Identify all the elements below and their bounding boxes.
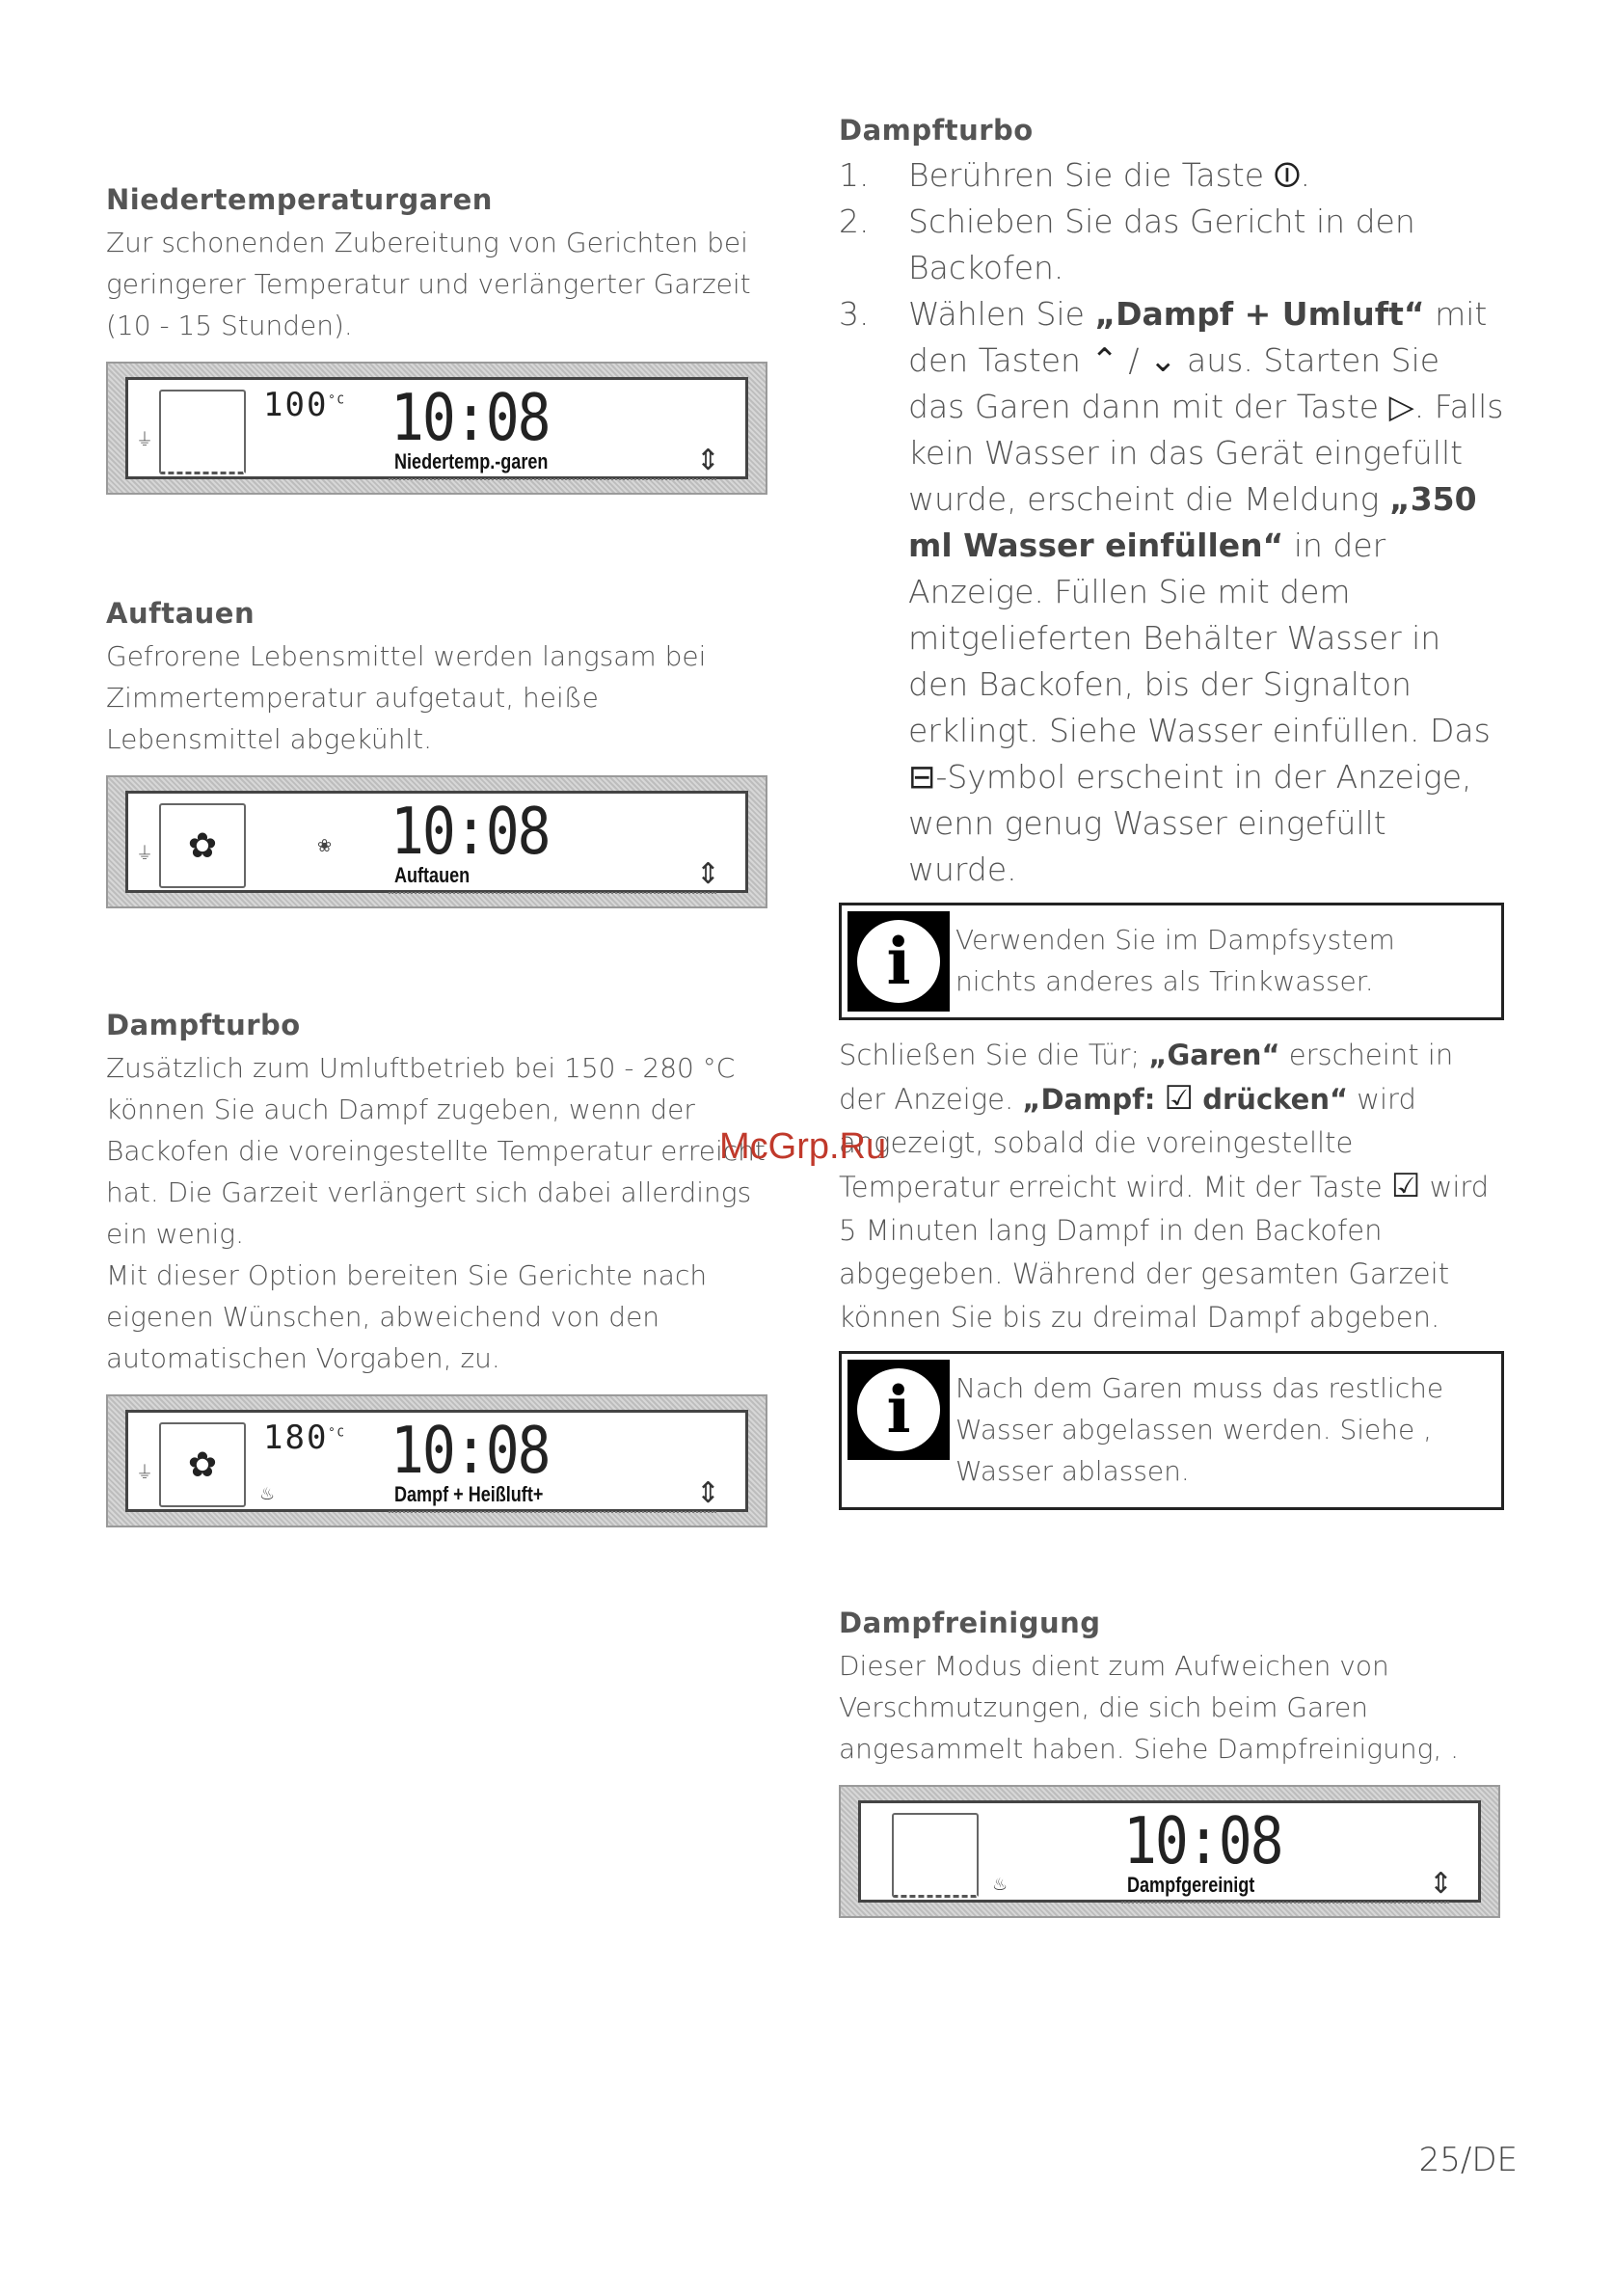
section-dampfturbo [106,1009,771,1527]
info-box [839,903,1504,1020]
up-down-arrow-icon: ⇕ [1428,1867,1453,1901]
oven-display-panel [106,1394,767,1527]
clock-readout: 10:08 [390,794,550,870]
section-text: Mit dieser Option bereiten Sie Gerichte nach eigenen Wünschen, abweichend von den automatischen Vorgaben, zu. [106,1259,708,1374]
fan-icon: ✿ [159,1422,246,1507]
clock-readout: 10:08 [390,380,550,456]
checkbox-icon: ☑ [1164,1079,1195,1118]
display-screen [858,1800,1481,1903]
page-number: 25/DE [1418,2141,1518,2179]
up-down-arrow-icon: ⇕ [695,444,720,477]
info-icon: i [847,911,950,1012]
list-item: 3. Wählen Sie „Dampf + Umluft“ mit den Tasten ⌃ / ⌄ aus. Starten Sie das Garen dann mit der Taste ▷. Falls kein Wasser in das Gerät eingefüllt wurde, erscheint die Meldung „350 ml Wasser einfüllen“ in der Anzeige. Füllen Sie mit dem mitgelieferten Behälter Wasser in den Backofen, bis der Signalton erklingt. Siehe Wasser einfüllen. Das ⊟-Symbol erscheint in der Anzeige, wenn genug Wasser eingefüllt wurde. [839,295,1504,888]
mode-label: Auftauen [394,863,471,887]
up-down-arrow-icon: ⇕ [695,1476,720,1510]
display-screen [125,377,748,479]
info-box [839,1351,1504,1510]
defrost-icon: ❀ [317,836,333,856]
steam-icon: ♨ [259,1484,276,1504]
up-down-arrow-icon: ⇕ [695,857,720,891]
chevron-up-icon: ⌃ [1090,341,1118,380]
clock-readout: 10:08 [1123,1803,1282,1879]
oven-display-panel [106,362,767,495]
fan-icon: ✿ [159,803,246,888]
list-item: 1. Berühren Sie die Taste ⏼. [839,152,1504,199]
oven-display-panel [106,775,767,908]
mode-label: Niedertemp.-garen [394,449,549,473]
mode-label: Dampf + Heißluft+ [394,1482,544,1506]
section-text: Zusätzlich zum Umluftbetrieb bei 150 - 280 °C können Sie auch Dampf zugeben, wenn der Backofen die voreingestellte Temperatur erreicht hat. Die Garzeit verlängert sich dabei allerdings ein wenig. [106,1052,766,1250]
section-heading: Dampfturbo [839,114,1034,147]
water-tank-icon: ⊟ [908,758,936,797]
temperature-readout: $100^{^\circ C}$ [263,386,346,424]
section-heading: Auftauen [106,597,256,630]
dotted-line [389,478,716,480]
list-item: 2. Schieben Sie das Gericht in den Backofen. [839,203,1415,286]
section-heading: Dampfreinigung [839,1607,1101,1639]
dotted-line [1121,1902,1449,1904]
mode-label: Dampfgereinigt [1127,1873,1255,1897]
right-column [839,114,1504,1918]
section-heading: Niedertemperaturgaren [106,183,493,216]
timer-icon: ⏚ [136,844,153,864]
clock-readout: 10:08 [390,1413,550,1489]
temperature-readout: $180^{^\circ C}$ [263,1418,346,1457]
info-text: Verwenden Sie im Dampfsystem nichts anderes als Trinkwasser. [955,924,1395,997]
section-heading: Dampfturbo [106,1009,301,1041]
play-icon: ▷ [1388,388,1414,426]
paragraph: Schließen Sie die Tür; „Garen“ erscheint in der Anzeige. „Dampf: ☑ drücken“ wird angezeigt, sobald die voreingestellte Temperatur erreicht wird. Mit der Taste ☑ wird 5 Minuten lang Dampf in den Backofen abgegeben. Während der gesamten Garzeit können Sie bis zu dreimal Dampf abgeben. [839,1039,1490,1334]
checkbox-icon: ☑ [1390,1167,1421,1205]
info-icon: i [847,1360,950,1460]
dotted-line [389,1511,716,1513]
power-icon: ⏼ [1274,156,1301,195]
section-niedertemperaturgaren [106,183,771,495]
oven-display-panel [839,1785,1500,1918]
timer-icon: ⏚ [136,1463,153,1483]
section-text: Dieser Modus dient zum Aufweichen von Verschmutzungen, die sich beim Garen angesammelt haben. Siehe Dampfreinigung, . [839,1650,1460,1765]
left-column [106,183,771,1527]
display-screen [125,1410,748,1512]
chevron-down-icon: ⌄ [1149,341,1177,380]
oven-cavity-icon [159,390,246,474]
steam-icon: ♨ [992,1875,1009,1895]
steps-list [839,152,1504,893]
display-screen [125,791,748,893]
section-dampfreinigung [839,1607,1504,1918]
info-text: Nach dem Garen muss das restliche Wasser abgelassen werden. Siehe , Wasser ablassen. [955,1372,1444,1487]
dotted-line [389,892,716,894]
section-text: Zur schonenden Zubereitung von Gerichten bei geringerer Temperatur und verlängerter Garzeit (10 - 15 Stunden). [106,227,751,341]
section-text: Gefrorene Lebensmittel werden langsam bei Zimmertemperatur aufgetaut, heiße Lebensmittel abgekühlt. [106,640,707,755]
watermark: McGrp.Ru [719,1126,887,1167]
timer-icon: ⏚ [136,430,153,450]
oven-cavity-icon [892,1813,979,1898]
section-auftauen [106,597,771,908]
